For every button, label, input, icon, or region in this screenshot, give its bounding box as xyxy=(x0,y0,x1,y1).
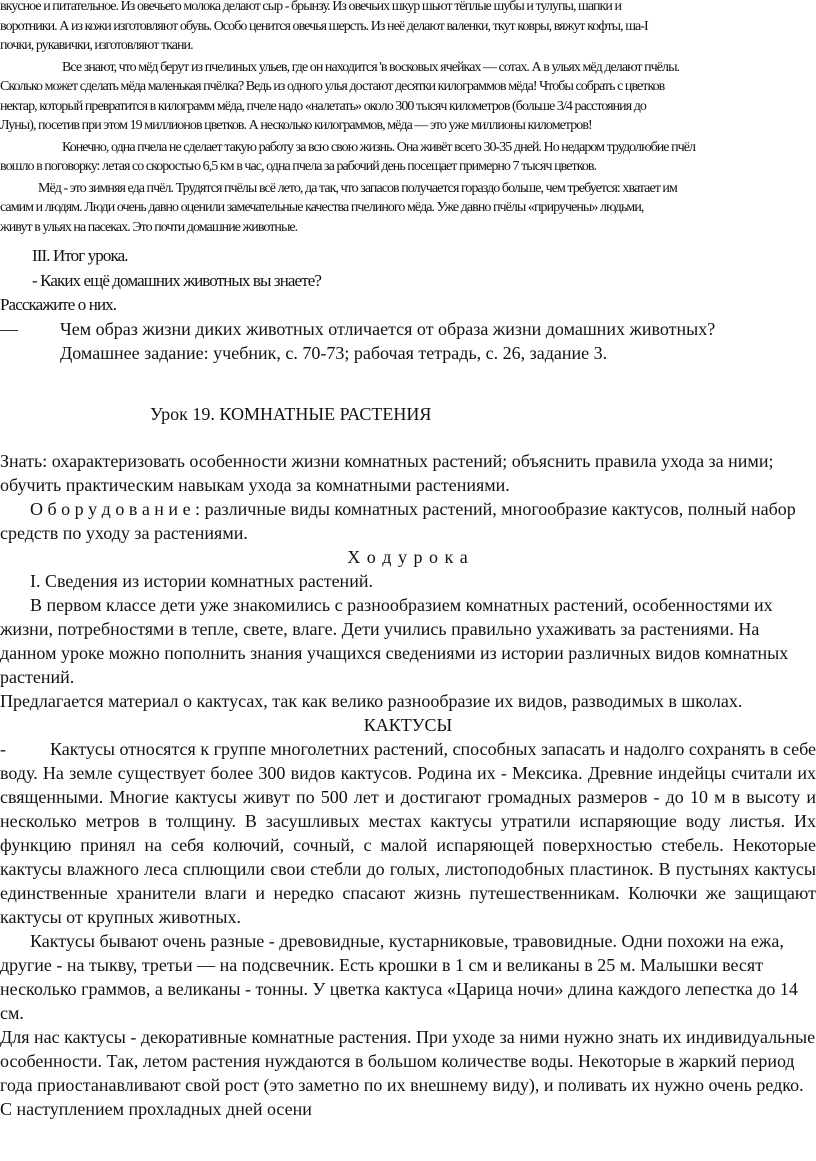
text-line: самим и людям. Люди очень давно оценили замечательные качества пчелиного мёда. Уже давно пчёлы «приручены» людьми, xyxy=(0,200,644,215)
text-line: нектар, который превратится в килограмм мёда, пчеле надо «налетать» около 300 тысяч километров (больше 3/4 расстояния до xyxy=(0,98,646,114)
text-line: Конечно, одна пчела не сделает такую работу за всю свою жизнь. Она живёт всего 30-35 дней. Но недаром трудолюбие пчёл xyxy=(62,139,696,155)
cactus-heading: КАКТУСЫ xyxy=(363,715,453,735)
summary-prompt: Расскажите о них. xyxy=(0,295,117,314)
cactus-paragraph-2: Кактусы бывают очень разные - древовидные, кустарниковые, травовидные. Одни похожи на ежа, другие - на тыкву, третьи — на подсвечник. Есть крошки в 1 см и великаны в 25 м. Малышки весят несколько граммов, а великаны - тонны. У цветка кактуса «Царица ночи» длина каждого лепестка до 14 см. xyxy=(0,931,798,1023)
paragraph: В первом классе дети уже знакомились с разнообразием комнатных растений, особенностями их жизни, потребностями в тепле, свете, влаге. Дети учились правильно ухаживать за растениями. На данном уроке можно пополнить знания учащихся сведениями из истории различных видов комнатных растений. xyxy=(0,595,789,687)
lesson-goals: Знать: охарактеризовать особенности жизни комнатных растений; объяснить правила ухода за ними; обучить практическим навыкам ухода за комнатными растениями. xyxy=(0,451,774,495)
cactus-text: Кактусы относятся к группе многолетних растений, способных запасать и надолго сохранять в себе воду. На земле существует более 300 видов кактусов. Родина их - Мексика. Древние индейцы считали их священными. Многие кактусы живут по 500 лет и достигают громадных размеров - до 10 м в высоту и несколько метров в толщину. В засушливых местах кактусы утратили испаряющие воду листья. Их функцию принял на себя колючий, сочный, с малой испаряющей поверхностью стебель. Некоторые кактусы влажного леса сплющили свои стебли до голых, листоподобных пластинок. В пустынях кактусы единственные хранители влаги и нередко спасают жизнь путешественникам. Колючки же защищают кактусы от крупных животных. xyxy=(0,739,816,927)
text-line: Мёд - это зимняя еда пчёл. Трудятся пчёлы всё лето, да так, что запасов получается гораздо больше, чем требуется: хватает им xyxy=(38,180,677,196)
lesson-title: Урок 19. КОМНАТНЫЕ РАСТЕНИЯ xyxy=(150,404,432,424)
text-line: вкусное и питательное. Из овечьего молока делают сыр - брынзу. Из овечьих шкур шьют тёплые шубы и тулупы, шапки и xyxy=(0,0,621,14)
text-line: Все знают, что мёд берут из пчелиных ульев, где он находится 'в восковых ячейках — сотах. А в ульях мёд делают пчёлы. xyxy=(62,59,680,75)
summary-question: - Каких ещё домашних животных вы знаете? xyxy=(32,271,322,290)
paragraph: Предлагается материал о кактусах, так как велико разнообразие их видов, разводимых в школах. xyxy=(0,691,743,711)
equipment-label: О б о р у д о в а н и е : xyxy=(30,499,201,519)
text-line: вошло в поговорку: летая со скоростью 6,5 км в час, одна пчела за рабочий день посещает примерно 7 тысяч цветков. xyxy=(0,159,597,174)
text-line: воротники. А из кожи изготовляют обувь. Особо ценится овечья шерсть. Из неё делают валенки, ткут ковры, вяжут кофты, ша-І xyxy=(0,18,648,34)
list-dash: - xyxy=(0,739,6,759)
summary-heading: III. Итог урока. xyxy=(32,246,128,265)
list-dash: — xyxy=(0,319,18,339)
summary-question-2 xyxy=(0,317,816,341)
text-line: живут в ульях на пасеках. Это почти домашние животные. xyxy=(0,219,298,235)
text-line: Луны), посетив при этом 19 миллионов цветков. А несколько килограммов, мёда — это уже миллионы километров! xyxy=(0,118,592,133)
lesson-equipment xyxy=(0,497,816,545)
top-text-block xyxy=(0,0,816,237)
text-line: почки, рукавички, изготовляют ткани. xyxy=(0,38,193,53)
cactus-paragraph-1 xyxy=(0,737,816,929)
question-text: Чем образ жизни диких животных отличается от образа жизни домашних животных? xyxy=(60,319,716,339)
lesson-body xyxy=(0,449,816,1121)
homework: Домашнее задание: учебник, с. 70-73; рабочая тетрадь, с. 26, задание 3. xyxy=(60,343,608,363)
equipment-text: различные виды комнатных растений, многообразие кактусов, полный набор средств по уходу за растениями. xyxy=(0,499,796,543)
cactus-paragraph-3: Для нас кактусы - декоративные комнатные растения. При уходе за ними нужно знать их индивидуальные особенности. Так, летом растения нуждаются в большом количестве воды. Некоторые в жаркий период года приостанавливают свой рост (это заметно по их внешнему виду), и поливать их нужно очень редко. С наступлением прохладных дней осени xyxy=(0,1027,816,1119)
section-heading: I. Сведения из истории комнатных растений. xyxy=(30,571,373,591)
text-line: Сколько может сделать мёда маленькая пчёлка? Ведь из одного улья достают десятки килограммов мёда! Чтобы собрать с цветков xyxy=(0,79,665,94)
lesson-course-heading: Х о д у р о к а xyxy=(347,547,469,567)
